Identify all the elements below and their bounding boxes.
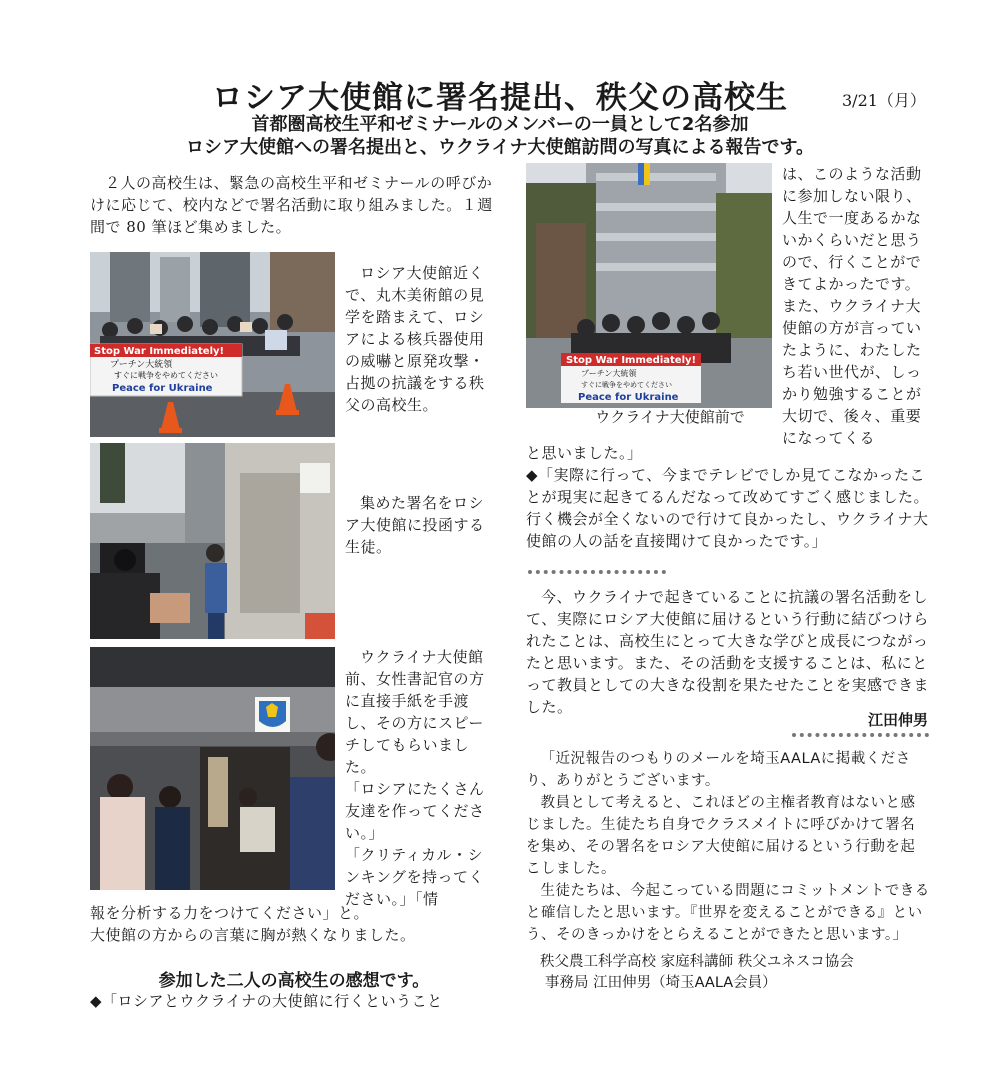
banner2-putin: プーチン大統領 xyxy=(581,369,637,378)
mail-paragraph-1: 「近況報告のつもりのメールを埼玉AALAに掲載くださり、ありがとうございます。 xyxy=(526,751,911,789)
article-date: 3/21（月） xyxy=(842,91,926,110)
subtitle-report: ロシア大使館への署名提出と、ウクライナ大使館訪問の写真による報告です。 xyxy=(185,137,815,158)
photo2-description: 集めた署名をロシア大使館に投函する生徒。 xyxy=(345,494,485,556)
photo-posting-signatures xyxy=(90,443,335,639)
mail-paragraph-3: 生徒たちは、今起こっている問題にコミットメントできると確信したと思います。『世界を変えることができる』という、そのきっかけをとらえることができたと思います。」 xyxy=(526,883,930,943)
photo-caption-ukrainian-embassy: ウクライナ大使館前で xyxy=(595,408,745,426)
signature-line-2: 事務局 江田伸男（埼玉AALA会員） xyxy=(545,975,777,991)
photo-front-of-ukrainian-embassy xyxy=(526,163,772,408)
subtitle-participants: 首都圏高校生平和ゼミナールのメンバーの一員として2名参加 xyxy=(251,114,749,135)
signature-line-1: 秩父農工科学高校 家庭科講師 秩父ユネスコ協会 xyxy=(540,954,854,970)
impressions-heading: 参加した二人の高校生の感想です。 xyxy=(158,971,430,991)
photo1-description: ロシア大使館近くで、丸木美術館の見学を踏まえて、ロシアによる核兵器使用の威嚇と原発攻撃・占拠の抗議をする秩父の高校生。 xyxy=(345,264,485,414)
banner-stop-war: Stop War Immediately! xyxy=(94,346,225,357)
photo-protest-near-russian-embassy xyxy=(90,252,335,437)
banner-putin: プーチン大統領 xyxy=(110,360,173,370)
impression2: ◆「実際に行って、今までテレビでしか見てこなかったことが現実に起きてるんだなって改めてすごく感じました。行く機会が全くないので行けて良かったし、ウクライナ大使館の人の話を直接聞けて良かったです。」 xyxy=(526,466,930,550)
mail-paragraph-2: 教員として考えると、これほどの主権者教育はないと感じました。生徒たち自身でクラスメイトに呼びかけて署名を集め、その署名をロシア大使館に届けるという行動を起こしました。 xyxy=(526,795,916,877)
ukraine-quote-critical-thinking: 「クリティカル・シンキングを持ってください。」「情 xyxy=(345,846,485,908)
embassy-words-paragraph: 報を分析する力をつけてください」と。 大使館の方からの言葉に胸が熱くなりました。 xyxy=(90,902,498,946)
ukraine-quote-friends: 「ロシアにたくさん友達を作ってください。」 xyxy=(345,780,485,842)
signature xyxy=(540,952,940,994)
mail-report xyxy=(526,748,930,946)
impressions-right xyxy=(526,442,930,552)
teacher-name: 江田伸男 xyxy=(867,711,928,729)
banner2-stop-request: すぐに戦争をやめてください xyxy=(581,381,672,389)
banner2-stop-war: Stop War Immediately! xyxy=(566,355,697,366)
photo-ukrainian-embassy-entrance xyxy=(90,647,335,890)
banner-peace: Peace for Ukraine xyxy=(112,383,213,394)
divider-dots-2 xyxy=(792,733,929,737)
banner2-peace: Peace for Ukraine xyxy=(578,392,679,403)
photo3-description: ウクライナ大使館前、女性書記官の方に直接手紙を手渡し、その方にスピーチしてもらいました。 「ロシアにたくさん友達を作ってください。」 「クリティカル・シンキングを持ってください。」「情 xyxy=(345,646,498,910)
banner-stop-request: すぐに戦争をやめてください xyxy=(114,371,218,380)
impression1-end: と思いました。」 xyxy=(526,444,643,462)
divider-dots-1 xyxy=(528,570,666,574)
impression1-start: ◆「ロシアとウクライナの大使館に行くということ xyxy=(90,992,443,1010)
impression1-continued: は、このような活動に参加しない限り、人生で一度あるかないかくらいだと思うので、行くことができてよかったです。また、ウクライナ大使館の方が言っていたように、わたしたち若い世代が、しっかり勉強することが大切で、後々、重要になってくる xyxy=(782,165,922,447)
article-title: ロシア大使館に署名提出、秩父の高校生 xyxy=(212,80,788,116)
teacher-comment: 今、ウクライナで起きていることに抗議の署名活動をして、実際にロシア大使館に届けるという行動に結びつけられたことは、高校生にとって大きな学びと成長につながったと思います。また、その活動を支援することは、私にとって教員としての大きな役割を果たせたことを実感できました。 xyxy=(526,588,930,716)
intro-paragraph: ２人の高校生は、緊急の高校生平和ゼミナールの呼びかけに応じて、校内などで署名活動に取り組みました。１週間で 80 筆ほど集めました。 xyxy=(90,174,493,236)
closing-sentence: 大使館の方からの言葉に胸が熱くなりました。 xyxy=(90,926,416,944)
